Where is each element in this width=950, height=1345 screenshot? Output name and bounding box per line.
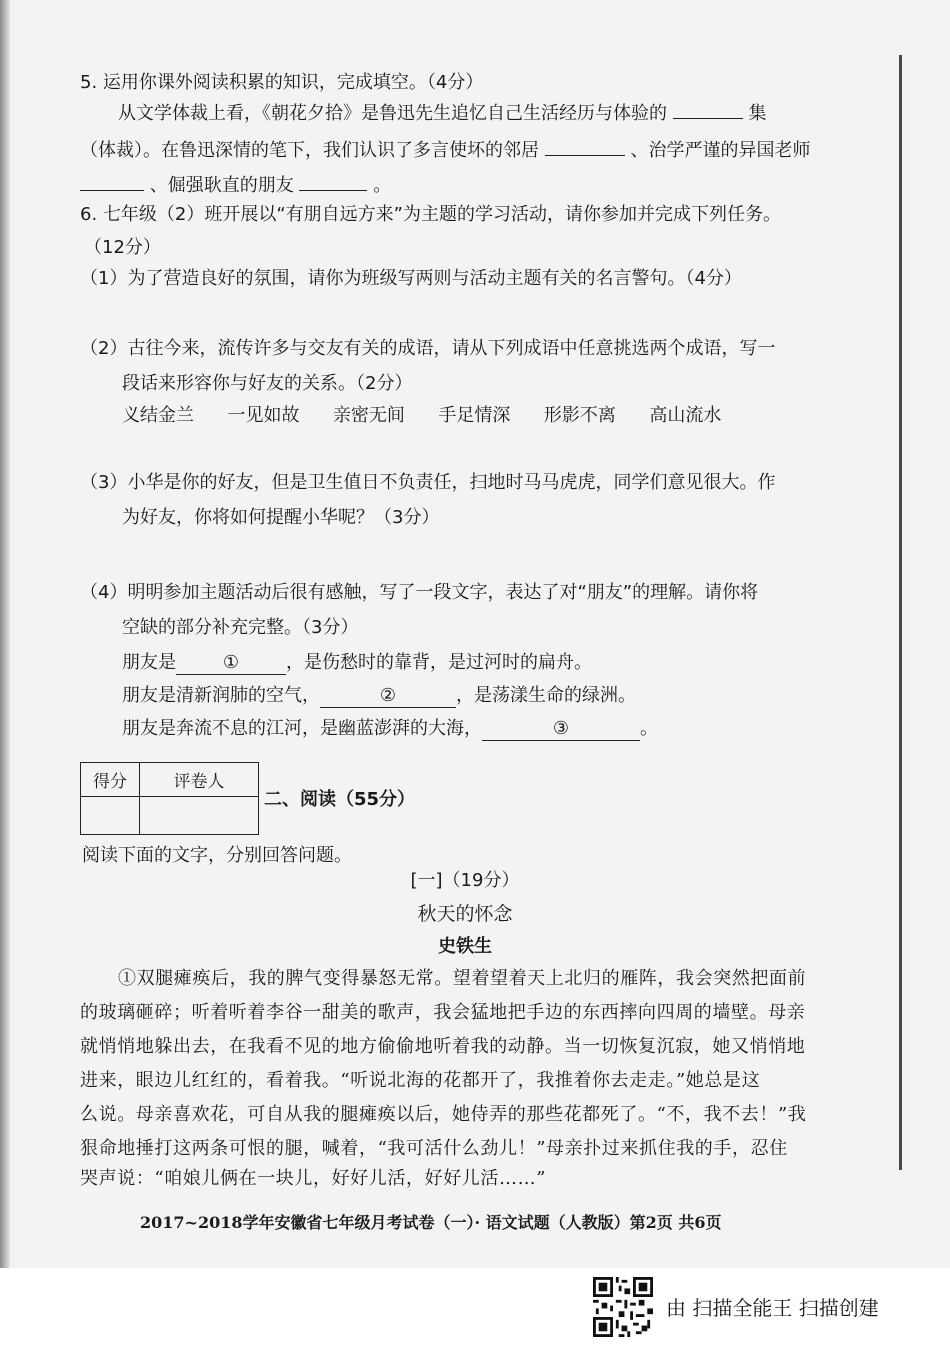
grader-cell[interactable] [140,797,259,835]
q5-line1-tail: 集 [748,103,767,124]
idiom-item: 高山流水 [649,405,722,426]
q6-score: （12分） [84,237,161,258]
passage-line: 哭声说：“咱娘儿俩在一块儿，好好儿活，好好儿活……” [80,1168,547,1189]
q6-sub4-line2: 空缺的部分补充完整。（3分） [122,617,359,638]
q6-sub1: （1）为了营造良好的氛围，请你为班级写两则与活动主题有关的名言警句。（4分） [80,268,742,289]
grader-col-label: 评卷人 [140,763,259,797]
q5-line2-text: （体裁）。在鲁迅深情的笔下，我们认识了多言使坏的邻居 [80,140,539,161]
friend-line-2 [122,685,636,708]
q5-line1 [118,100,766,125]
q5-blank-neighbor[interactable] [545,137,625,156]
friend-line-1-head: 朋友是 [122,652,176,673]
friend-line-2-tail: ，是荡漾生命的绿洲。 [456,685,636,706]
q5-blank-teacher[interactable] [80,172,144,191]
passage-line: 狠命地捶打这两条可恨的腿，喊着，“我可活什么劲儿！”母亲扑过来抓住我的手，忍住 [80,1138,788,1159]
friend-line-2-head: 朋友是清新润肺的空气， [122,685,320,706]
q5-line2 [80,137,810,162]
page-footer: 2017~2018学年安徽省七年级月考试卷（一）· 语文试题（人教版）第2页 共6页 [140,1213,722,1232]
q5-line3-text: 、倔强耿直的朋友 [149,175,294,196]
friend-blank-2[interactable]: ② [320,685,456,708]
q5-line1-text: 从文学体裁上看，《朝花夕拾》是鲁迅先生追忆自己生活经历与体验的 [118,103,667,124]
score-cell[interactable] [81,797,140,835]
passage-line: ①双腿瘫痪后，我的脾气变得暴怒无常。望着望着天上北归的雁阵，我会突然把面前 [118,968,807,989]
friend-line-3-tail: 。 [640,718,658,739]
reading-part-label: [一]（19分） [410,870,520,891]
q5-blank-friend[interactable] [299,172,367,191]
page-fold-line [899,55,902,1170]
q6-title: 6. 七年级（2）班开展以“有朋自远方来”为主题的学习活动，请你参加并完成下列任务。 [80,204,781,225]
q5-line2-tail: 、治学严谨的异国老师 [630,140,811,161]
friend-line-1 [122,652,592,675]
q6-sub2-line1: （2）古往今来，流传许多与交友有关的成语，请从下列成语中任意挑选两个成语，写一 [80,338,776,359]
q6-sub3-line2: 为好友，你将如何提醒小华呢？（3分） [122,507,440,528]
passage-title: 秋天的怀念 [417,903,513,925]
qr-code-icon [593,1277,653,1337]
idiom-item: 一见如故 [227,405,300,426]
idiom-item: 亲密无间 [332,405,405,426]
scanner-label: 由 扫描全能王 扫描创建 [666,1296,879,1320]
passage-author: 史铁生 [438,936,492,957]
q5-blank-genre[interactable] [673,100,743,119]
passage-line: 的玻璃砸碎；听着听着李谷一甜美的歌声，我会猛地把手边的东西摔向四周的墙壁。母亲 [80,1002,806,1023]
q5-line3-tail: 。 [373,175,392,196]
q6-idiom-list [122,405,721,427]
friend-line-1-tail: ，是伤愁时的靠背，是过河时的扁舟。 [286,652,592,673]
score-box [80,762,259,835]
q5-title: 5. 运用你课外阅读积累的知识，完成填空。（4分） [80,72,484,93]
friend-blank-1[interactable]: ① [176,652,286,675]
friend-line-3 [122,718,658,741]
score-col-label: 得分 [81,763,140,797]
idiom-item: 义结金兰 [122,405,194,426]
reading-instruction: 阅读下面的文字，分别回答问题。 [82,845,352,866]
idiom-item: 形影不离 [543,405,616,426]
friend-line-3-head: 朋友是奔流不息的江河，是幽蓝澎湃的大海， [122,718,482,739]
friend-blank-3[interactable]: ③ [482,718,640,741]
q5-line3 [80,172,391,197]
q6-sub3-line1: （3）小华是你的好友，但是卫生值日不负责任，扫地时马马虎虎，同学们意见很大。作 [80,472,776,493]
q6-sub2-line2: 段话来形容你与好友的关系。（2分） [122,373,413,394]
passage-line: 进来，眼边儿红红的，看着我。“听说北海的花都开了，我推着你去走走。”她总是这 [80,1070,761,1091]
passage-line: 么说。母亲喜欢花，可自从我的腿瘫痪以后，她侍弄的那些花都死了。“不，我不去！”我 [80,1104,807,1125]
section-title: 二、阅读（55分） [264,789,416,810]
scanner-watermark [0,1268,950,1345]
page-edge-shadow [0,0,10,1268]
idiom-item: 手足情深 [438,405,511,426]
q6-sub4-line1: （4）明明参加主题活动后很有感触，写了一段文字，表达了对“朋友”的理解。请你将 [80,582,759,603]
passage-line: 就悄悄地躲出去，在我看不见的地方偷偷地听着我的动静。当一切恢复沉寂，她又悄悄地 [80,1036,806,1057]
